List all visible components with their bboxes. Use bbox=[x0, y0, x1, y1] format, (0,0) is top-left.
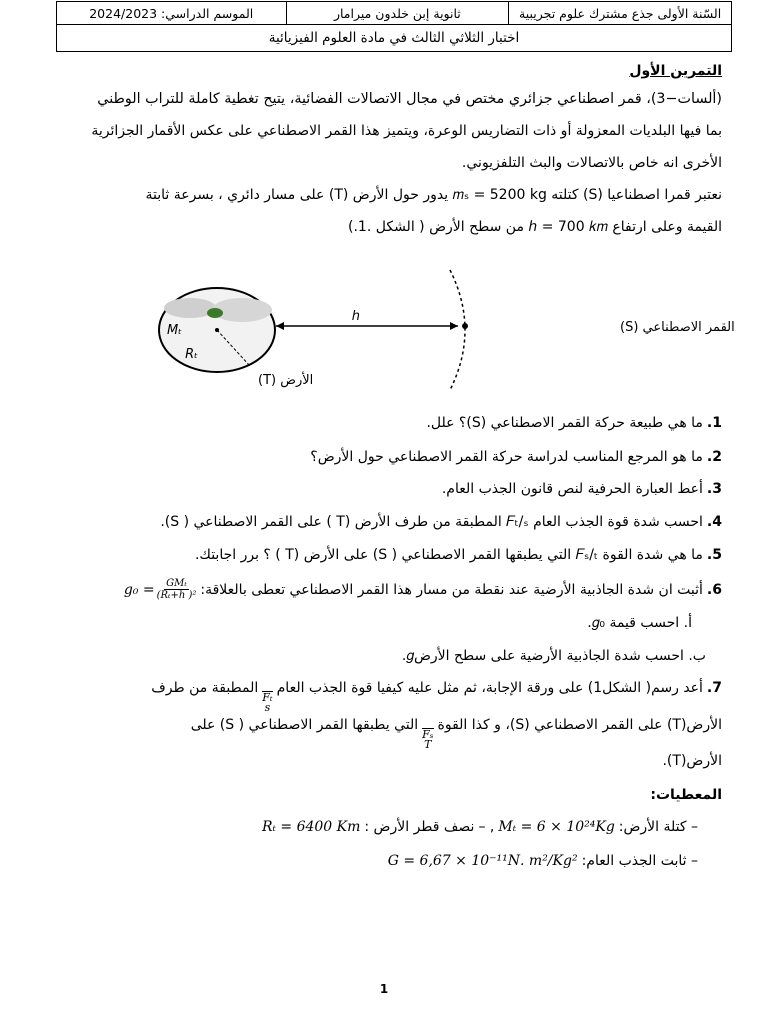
question-6a: أ. احسب قيمة 𝑔₀. bbox=[587, 615, 692, 631]
force-vector-T-on-S: Fₜ s bbox=[262, 691, 273, 714]
satellite-label: القمر الاصطناعي (S) bbox=[620, 320, 735, 335]
consider-line-2: القيمة وعلى ارتفاع ℎ = 700 𝑘𝑚 من سطح الأرض ( الشكل .1.) bbox=[347, 219, 722, 235]
exercise-heading: التمرين الأول bbox=[629, 63, 722, 79]
givens-heading: المعطيات: bbox=[650, 787, 722, 803]
header-level: السّنة الأولى جذع مشترك علوم تجريبية bbox=[509, 2, 732, 25]
h-label: h bbox=[351, 309, 360, 324]
orbit-arc bbox=[450, 270, 465, 390]
exam-title: اختبار الثلاثي الثالث في مادة العلوم الفيزيائية bbox=[57, 25, 732, 52]
earth-label: الأرض (T) bbox=[258, 373, 314, 388]
question-7-line-3: الأرض(T). bbox=[662, 753, 722, 769]
header-season: الموسم الدراسي: 2024/2023 bbox=[57, 2, 287, 25]
mass-label: Mₜ bbox=[166, 323, 182, 338]
question-3: 3. أعط العبارة الحرفية لنص قانون الجذب العام. bbox=[441, 481, 722, 497]
givens-line-2: – ثابت الجذب العام: 𝐺 = 6,67 × 10⁻¹¹𝑁. 𝑚²/𝐾𝑔² bbox=[387, 853, 698, 869]
header-school: ثانوية إبن خلدون ميرامار bbox=[286, 2, 509, 25]
algeria-patch bbox=[207, 308, 223, 318]
givens-line-1: – كتلة الأرض: 𝑀ₜ = 6 × 10²⁴𝐾𝑔 , – نصف قطر الأرض : 𝑅ₜ = 6400 𝐾𝑚 bbox=[261, 819, 698, 835]
question-4: 4. احسب شدة قوة الجذب العام 𝐹ₜ/ₛ المطبقة من طرف الأرض (T ) على القمر الاصطناعي ( S). bbox=[160, 514, 722, 530]
g0-fraction: $\frac{\text{GMₜ}}{\text{(Rₜ+h )²}}$ bbox=[156, 578, 197, 601]
g0-formula: 𝑔₀ = $\frac{\text{GMₜ}}{\text{(Rₜ+h )²}}$ bbox=[123, 578, 197, 601]
figure-1-diagram bbox=[150, 268, 735, 392]
question-6: 6. أثبت ان شدة الجاذبية الأرضية عند نقطة من مسار هذا القمر الاصطناعي تعطى بالعلاقة: 𝑔₀ = $\frac{\text{GMₜ}}{\text{(Rₜ+h )²}}$ bbox=[123, 578, 722, 601]
question-5: 5. ما هي شدة القوة 𝐹ₛ/ₜ التي يطبقها القمر الاصطناعي ( S) على الأرض (T ) ؟ برر اجابتك. bbox=[194, 547, 722, 563]
question-2: 2. ما هو المرجع المناسب لدراسة حركة القمر الاصطناعي حول الأرض؟ bbox=[310, 449, 722, 465]
intro-line-1: (ألسات−3)، قمر اصطناعي جزائري مختص في مجال الاتصالات الفضائية، يتيح تغطية كاملة للتراب الوطني bbox=[97, 91, 722, 107]
header-table bbox=[56, 1, 732, 52]
consider-line-1: نعتبر قمرا اصطناعيا (S) كتلته 𝑚ₛ = 5200 kg يدور حول الأرض (T) على مسار دائري ، بسرعة ثابتة bbox=[145, 187, 722, 203]
intro-line-2: بما فيها البلديات المعزولة أو ذات التضاريس الوعرة، ويتميز هذا القمر الاصطناعي على عكس الأقمار الجزائرية bbox=[91, 123, 722, 139]
page-number: 1 bbox=[379, 982, 389, 996]
intro-line-3: الأخرى انه خاص بالاتصالات والبث التلفزيوني. bbox=[461, 155, 722, 171]
force-vector-S-on-T: Fₛ T bbox=[422, 728, 434, 751]
question-1: 1. ما هي طبيعة حركة القمر الاصطناعي (S)؟ علل. bbox=[426, 415, 722, 431]
satellite-dot bbox=[462, 323, 468, 329]
radius-label: Rₜ bbox=[185, 347, 198, 362]
question-7-line-2: الأرض(T) على القمر الاصطناعي (S)، و كذا القوة Fₛ T التي يطبقها القمر الاصطناعي ( S) على bbox=[190, 717, 722, 751]
question-6b: ب. احسب شدة الجاذبية الأرضية على سطح الأرض𝑔. bbox=[401, 648, 706, 664]
question-7: 7. أعد رسم( الشكل1) على ورقة الإجابة، ثم مثل عليه كيفيا قوة الجذب العام Fₜ s المطبقة من طرف bbox=[151, 680, 722, 714]
